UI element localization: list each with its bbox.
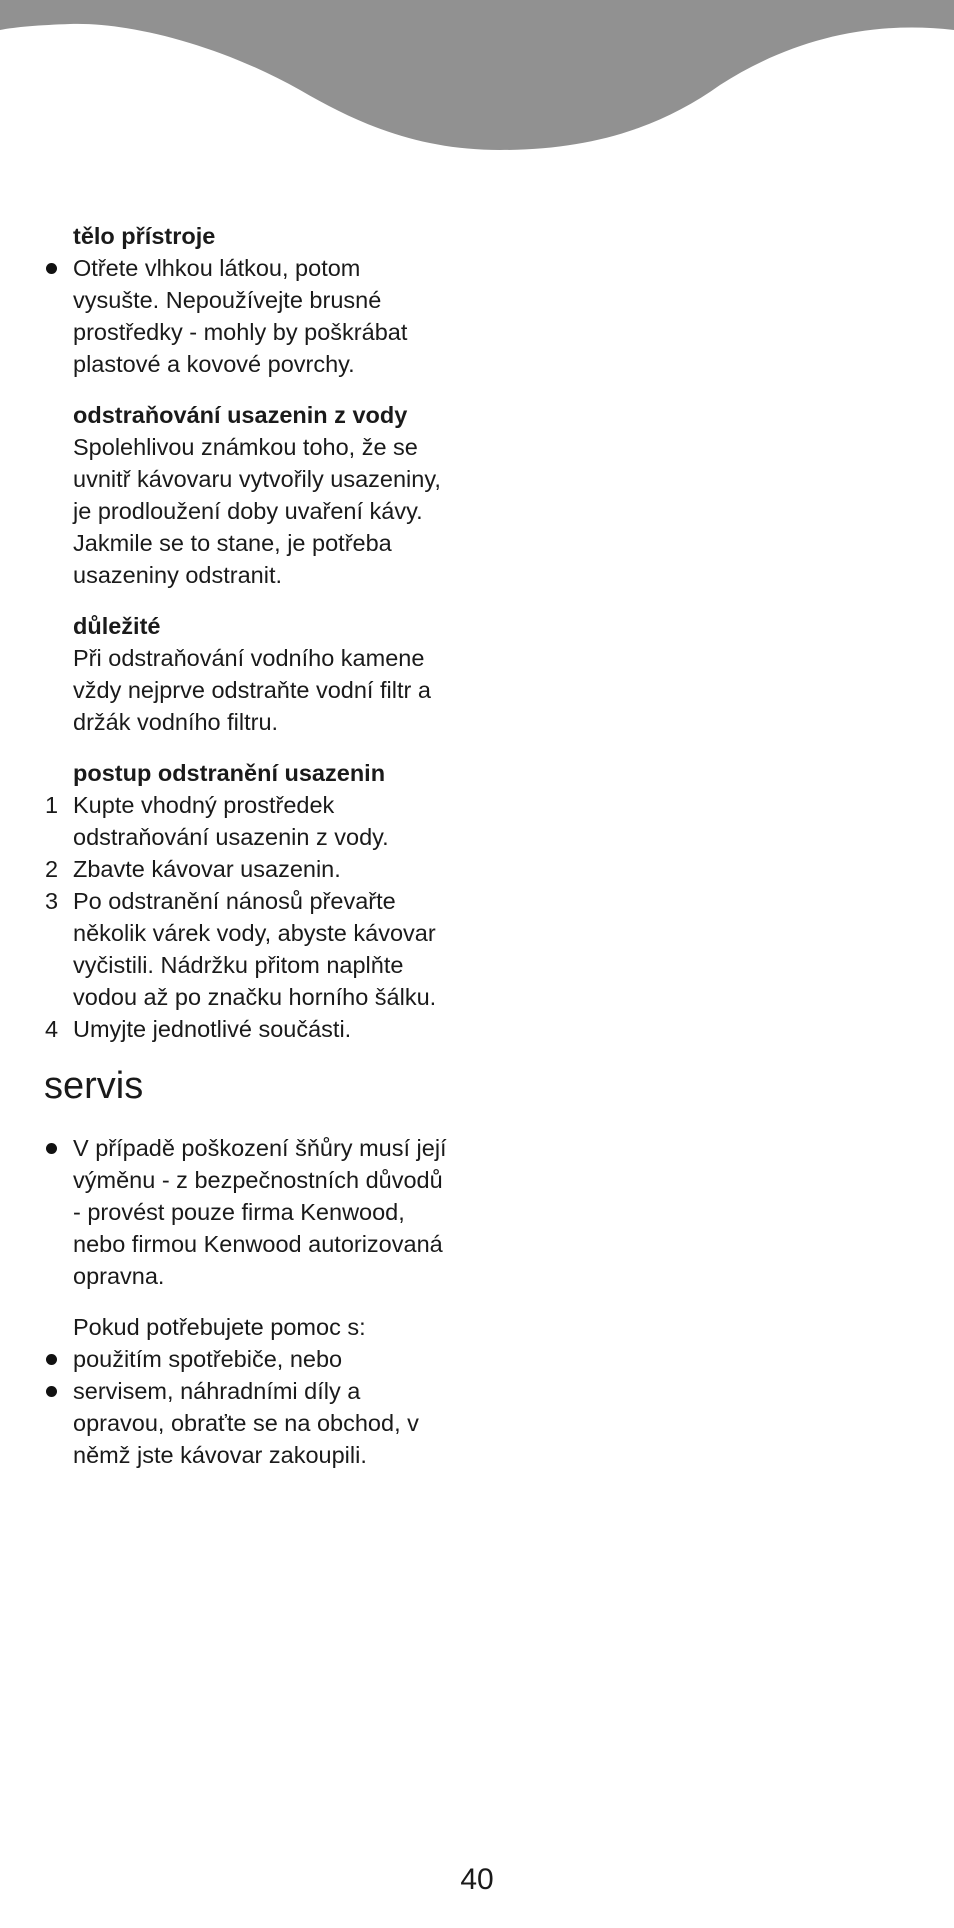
line: Při odstraňování vodního kamene — [73, 645, 425, 671]
service-help-section — [44, 1311, 474, 1471]
important-heading: důležité — [73, 613, 161, 639]
bullet-icon — [46, 1386, 57, 1397]
procedure-step — [44, 1013, 474, 1045]
line: vodou až po značku horního šálku. — [73, 984, 437, 1010]
body-care-bullet — [44, 252, 474, 380]
step-number: 2 — [45, 856, 59, 882]
line: výměnu - z bezpečnostních důvodů — [73, 1167, 443, 1193]
bullet-icon — [46, 1354, 57, 1365]
help-bullet — [44, 1343, 474, 1375]
line: usazeniny odstranit. — [73, 562, 283, 588]
important-paragraph — [44, 642, 474, 738]
service-cord-bullet — [44, 1132, 474, 1292]
procedure-section — [44, 757, 474, 1045]
line: nebo firmou Kenwood autorizovaná — [73, 1231, 443, 1257]
line: Kupte vhodný prostředek — [73, 792, 335, 818]
line: vždy nejprve odstraňte vodní filtr a — [73, 677, 431, 703]
line: odstraňování usazenin z vody. — [73, 824, 389, 850]
descaling-heading: odstraňování usazenin z vody — [73, 402, 408, 428]
body-care-section — [44, 220, 474, 380]
manual-content — [44, 220, 474, 1490]
line: je prodloužení doby uvaření kávy. — [73, 498, 423, 524]
descaling-section — [44, 399, 474, 591]
bullet-icon — [46, 1143, 57, 1154]
line: použitím spotřebiče, nebo — [73, 1346, 343, 1372]
descaling-paragraph — [44, 431, 474, 591]
line: několik várek vody, abyste kávovar — [73, 920, 436, 946]
step-number: 1 — [45, 792, 59, 818]
line: Po odstranění nánosů převařte — [73, 888, 396, 914]
line: držák vodního filtru. — [73, 709, 279, 735]
line: němž jste kávovar zakoupili. — [73, 1442, 367, 1468]
help-bullet — [44, 1375, 474, 1471]
body-care-heading: tělo přístroje — [73, 223, 216, 249]
procedure-heading: postup odstranění usazenin — [73, 760, 386, 786]
header-wave-decoration — [0, 0, 954, 160]
line: V případě poškození šňůry musí její — [73, 1135, 447, 1161]
important-section — [44, 610, 474, 738]
service-title: servis — [44, 1065, 144, 1107]
line: Spolehlivou známkou toho, že se — [73, 434, 418, 460]
page-number: 40 — [460, 1863, 494, 1896]
help-intro: Pokud potřebujete pomoc s: — [73, 1314, 366, 1340]
line: Otřete vlhkou látkou, potom — [73, 255, 361, 281]
line: servisem, náhradními díly a — [73, 1378, 361, 1404]
line: uvnitř kávovaru vytvořily usazeniny, — [73, 466, 441, 492]
line: opravna. — [73, 1263, 165, 1289]
line: vyčistili. Nádržku přitom naplňte — [73, 952, 404, 978]
step-number: 3 — [45, 888, 59, 914]
service-cord-section — [44, 1132, 474, 1292]
line: plastové a kovové povrchy. — [73, 351, 355, 377]
procedure-step — [44, 789, 474, 853]
line: Umyjte jednotlivé součásti. — [73, 1016, 352, 1042]
step-number: 4 — [45, 1016, 59, 1042]
line: - provést pouze firma Kenwood, — [73, 1199, 405, 1225]
line: prostředky - mohly by poškrábat — [73, 319, 408, 345]
bullet-icon — [46, 263, 57, 274]
line: opravou, obraťte se na obchod, v — [73, 1410, 419, 1436]
header-wave-shape — [0, 0, 954, 150]
line: Jakmile se to stane, je potřeba — [73, 530, 392, 556]
line: vysušte. Nepoužívejte brusné — [73, 287, 382, 313]
procedure-step — [44, 885, 474, 1013]
procedure-step — [44, 853, 474, 885]
line: Zbavte kávovar usazenin. — [73, 856, 341, 882]
